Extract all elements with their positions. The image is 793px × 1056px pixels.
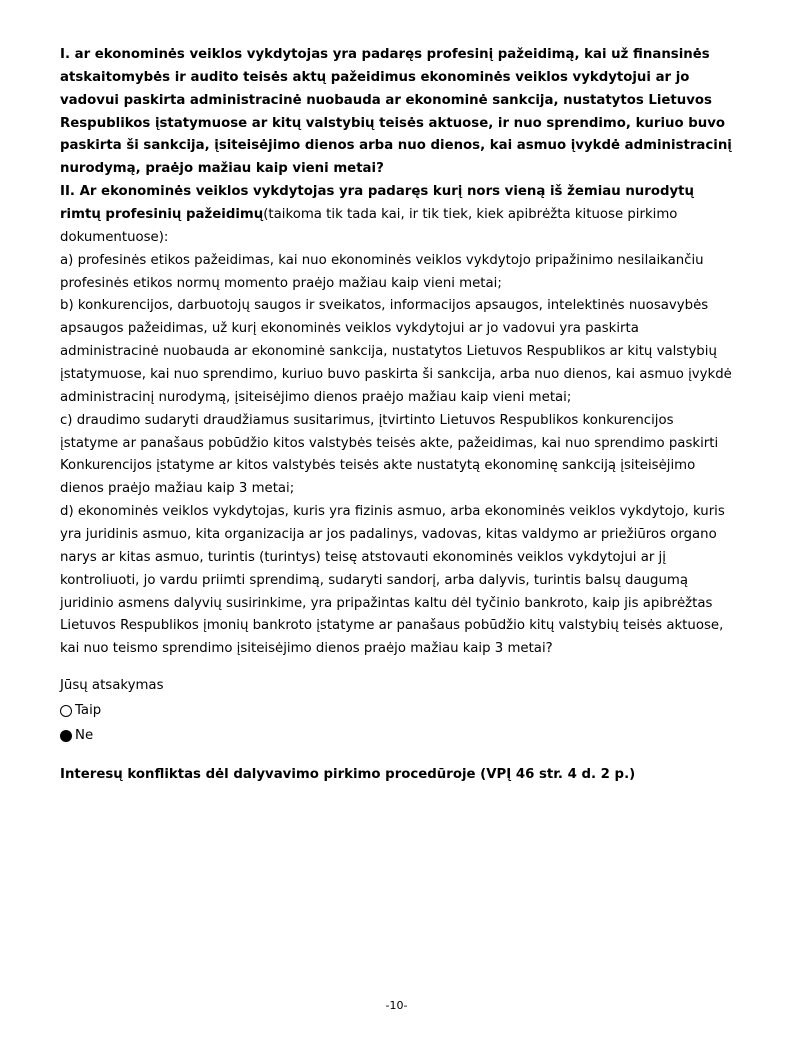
question-1-text: I. ar ekonominės veiklos vykdytojas yra padaręs profesinį pažeidimą, kai už finansinės atskaitomybės ir audito teisės aktų pažeidimus ekonominės veiklos vykdytojui ar jo vadovui paskirta administracinė nuobauda ar ekonominė sankcija, nustatytos Lietuvos Respublikos įstatymuose ar kitų valstybių teisės aktuose, ir nuo sprendimo, kuriuo buvo paskirta ši sankcija, įsiteisėjimo dienos arba nuo dienos, kai asmuo įvykdė administracinį nurodymą, praėjo mažiau kaip vieni metai? [60,47,732,177]
radio-label-yes: Taip [75,703,102,719]
answer-label: Jūsų atsakymas [60,678,164,694]
radio-icon-yes[interactable] [60,705,72,717]
answer-block [60,675,733,748]
page-number: -10- [385,999,408,1012]
radio-label-no: Ne [75,727,94,743]
radio-icon-no[interactable] [60,730,72,742]
document-body [60,44,733,787]
next-section-title: Interesų konfliktas dėl dalyvavimo pirkimo procedūroje (VPĮ 46 str. 4 d. 2 p.) [60,766,636,782]
radio-option-no[interactable] [60,725,733,748]
list-item-d: d) ekonominės veiklos vykdytojas, kuris yra fizinis asmuo, arba ekonominės veiklos vykdytojo, kuris yra juridinis asmuo, kita organizacija ar jos padalinys, vadovas, kitas valdymo ar priežiūros organo narys ar kitas asmuo, turintis (turintys) teisę atstovauti ekonominės veiklos vykdytojui ar jį kontroliuoti, jo vardu priimti sprendimą, sudaryti sandorį, arba dalyvis, turintis balsų daugumą juridinio asmens dalyvių susirinkime, yra pripažintas kaltu dėl tyčinio bankroto, kaip jis apibrėžtas Lietuvos Respublikos įmonių bankroto įstatyme ar panašaus pobūdžio kitų valstybių teisės aktuose, kai nuo teismo sprendimo įsiteisėjimo dienos praėjo mažiau kaip 3 metai? [60,504,725,657]
radio-option-yes[interactable] [60,700,733,723]
question-2-tail-text: (taikoma tik tada kai, ir tik tiek, kiek apibrėžta kituose pirkimo dokumentuose): [60,207,678,245]
list-item-a: a) profesinės etikos pažeidimas, kai nuo ekonominės veiklos vykdytojo pripažinimo nesilaikančiu profesinės etikos normų momento praėjo mažiau kaip vieni metai; [60,252,704,291]
list-item-c: c) draudimo sudaryti draudžiamus susitarimus, įtvirtinto Lietuvos Respublikos konkurencijos įstatyme ar panašaus pobūdžio kitos valstybės teisės akte, pažeidimas, kai nuo sprendimo paskirti Konkurencijos įstatyme ar kitos valstybės teisės akte nustatytą ekonominę sankciją įsiteisėjimo dienos praėjo mažiau kaip 3 metai; [60,412,719,497]
question-2-block [60,181,733,250]
list-item-b: b) konkurencijos, darbuotojų saugos ir sveikatos, informacijos apsaugos, intelektinės nuosavybės apsaugos pažeidimas, už kurį ekonominės veiklos vykdytojui ar jo vadovui yra paskirta administracinė nuobauda ar ekonominė sankcija, nustatytos Lietuvos Respublikos ar kitų valstybių įstatymuose, kai nuo sprendimo, kuriuo buvo paskirta ši sankcija, arba nuo dienos, kai asmuo įvykdė administracinį nurodymą, įsiteisėjimo dienos praėjo mažiau kaip vieni metai; [60,298,732,405]
question-2-bold-text: II. Ar ekonominės veiklos vykdytojas yra padaręs kurį nors vieną iš žemiau nurodytų rimtų profesinių pažeidimų [60,184,694,223]
